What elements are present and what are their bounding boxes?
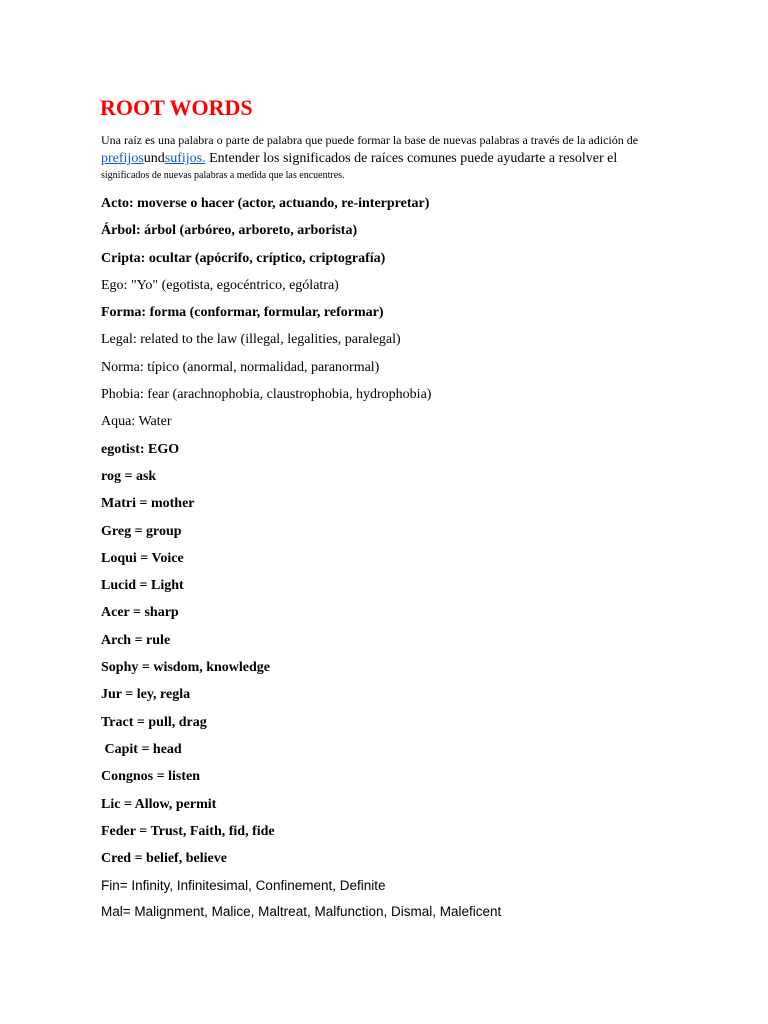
root-word-entry: egotist: EGO [101,441,180,457]
root-word-entry: rog = ask [101,468,157,484]
root-word-entry: Loqui = Voice [101,550,184,566]
root-word-entry: Ego: "Yo" (egotista, egocéntrico, ególatra) [101,277,339,293]
intro-connector: und [143,151,165,166]
root-word-entry: Aqua: Water [101,414,172,430]
prefixes-link[interactable]: prefijos [101,151,144,166]
root-word-entry: Lucid = Light [101,578,184,594]
root-word-entry: Legal: related to the law (illegal, legalities, paralegal) [101,332,401,348]
root-word-entry: Phobia: fear (arachnophobia, claustrophobia, hydrophobia) [101,387,432,403]
root-word-entry: Árbol: árbol (arbóreo, arboreto, arborista) [101,223,358,239]
root-word-entry: Arch = rule [101,632,171,648]
root-word-entry: Matri = mother [101,496,195,512]
root-word-list [101,194,701,928]
root-word-entry: Forma: forma (conformar, formular, reformar) [101,305,384,321]
root-word-entry: Feder = Trust, Faith, fid, fide [101,823,275,839]
intro-line-3: significados de nuevas palabras a medida que las encuentres. [101,170,345,181]
intro-line-2 [101,150,661,168]
intro-paragraph [101,131,661,182]
root-word-entry: Fin= Infinity, Infinitesimal, Confinement, Definite [101,878,386,894]
root-word-entry: Norma: típico (anormal, normalidad, paranormal) [101,359,380,375]
root-word-entry: Congnos = listen [101,769,200,785]
intro-line-1: Una raíz es una palabra o parte de palabra que puede formar la base de nuevas palabras a través de la adición de [101,133,639,147]
root-word-entry: Greg = group [101,523,182,539]
root-word-entry: Mal= Malignment, Malice, Maltreat, Malfunction, Dismal, Maleficent [101,904,502,920]
intro-line-2-rest: Entender los significados de raíces comunes puede ayudarte a resolver el [205,151,618,166]
suffixes-link[interactable]: sufijos. [164,151,206,166]
root-word-entry: Tract = pull, drag [101,714,207,730]
document-title: ROOT WORDS [100,95,253,120]
root-word-entry: Acto: moverse o hacer (actor, actuando, re-interpretar) [101,196,430,211]
root-word-entry: Cripta: ocultar (apócrifo, críptico, criptografía) [101,250,386,266]
root-word-entry: Jur = ley, regla [101,687,191,703]
root-word-entry: Capit = head [101,741,182,757]
root-word-entry: Sophy = wisdom, knowledge [101,660,271,676]
root-word-entry: Acer = sharp [101,605,179,621]
root-word-entry: Lic = Allow, permit [101,796,217,812]
root-word-entry: Cred = belief, believe [101,851,227,867]
